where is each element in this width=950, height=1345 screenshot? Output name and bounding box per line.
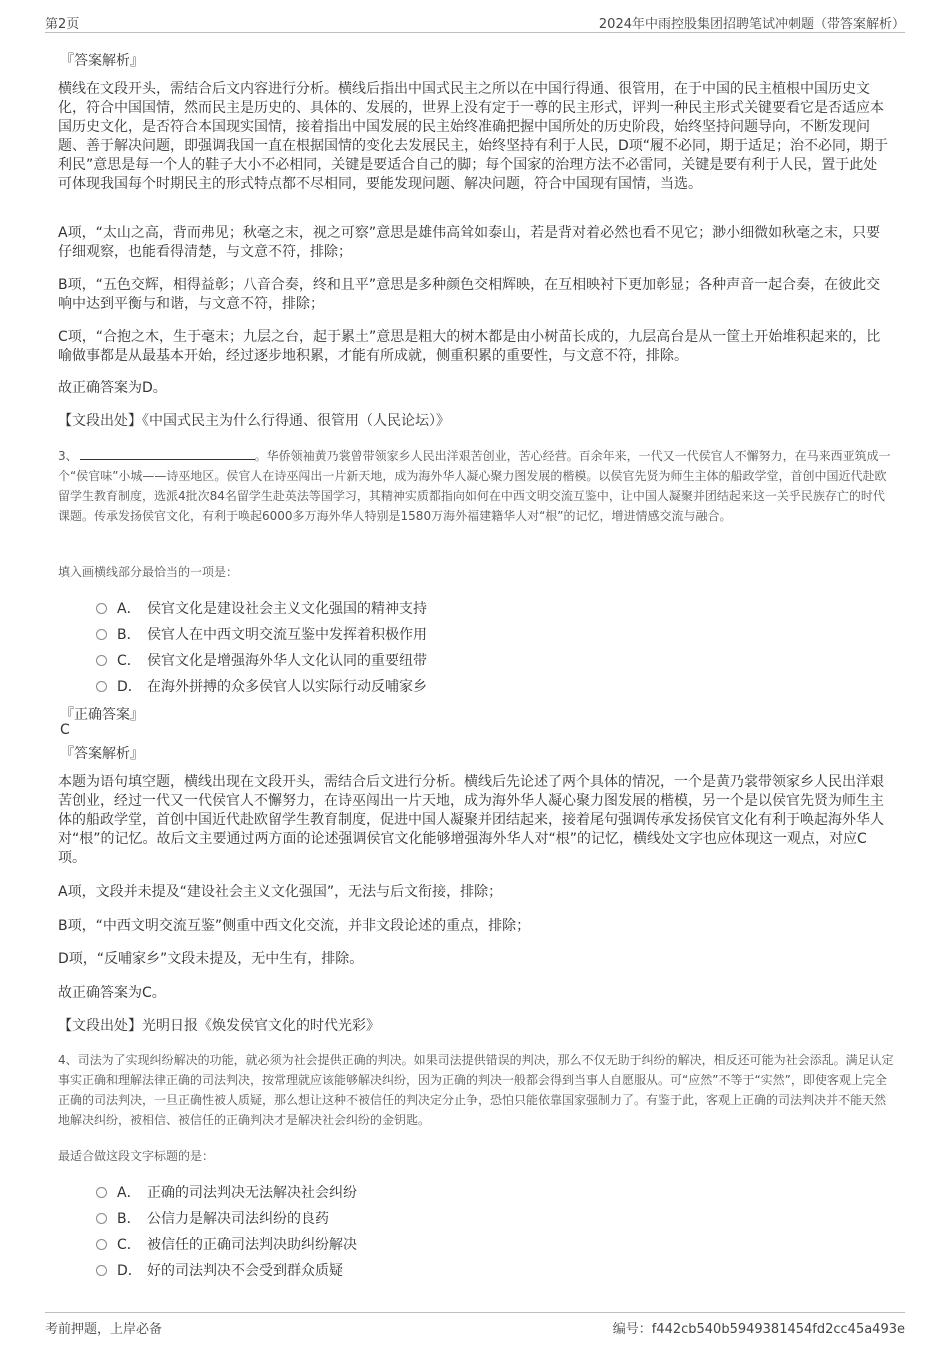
q4-number: 4、: [58, 1053, 78, 1067]
q4-option-d[interactable]: D． 好的司法判决不会受到群众质疑: [96, 1260, 343, 1280]
q3-option-c[interactable]: C． 侯官文化是增强海外华人文化认同的重要纽带: [96, 650, 427, 670]
q3-analysis-option-d: D项，“反哺家乡”文段未提及，无中生有，排除。: [58, 951, 364, 967]
q3-number: 3、: [58, 449, 78, 463]
radio-icon[interactable]: [96, 1265, 107, 1276]
q2-analysis-option-a: A项，“太山之高，背而弗见；秋毫之末，视之可察”意思是雄伟高耸如泰山，若是背对着必然也看不见它；渺小细微如秋毫之末，只要仔细观察，也能看得清楚，与文意不符，排除；: [58, 225, 881, 260]
radio-icon[interactable]: [96, 603, 107, 614]
q3-answer: C: [60, 722, 70, 738]
q3-stem: [58, 446, 894, 526]
radio-icon[interactable]: [96, 681, 107, 692]
q3-option-d[interactable]: D． 在海外拼搏的众多侯官人以实际行动反哺家乡: [96, 676, 427, 696]
q3-analysis-option-a: A项，文段并未提及“建设社会主义文化强国”，无法与后文衔接，排除；: [58, 884, 503, 900]
q2-analysis-option-c: C项，“合抱之木，生于毫末；九层之台，起于累土”意思是粗大的树木都是由小树苗长成的，九层高台是从一筐土开始堆积起来的，比喻做事都是从最基本开始，经过逐步地积累，才能有所成就，侧重积累的重要性，与文意不符，排除。: [58, 329, 881, 364]
radio-icon[interactable]: [96, 629, 107, 640]
q3-answer-label: 『正确答案』: [60, 707, 144, 723]
q3-option-b[interactable]: B． 侯官人在中西文明交流互鉴中发挥着积极作用: [96, 624, 427, 644]
q2-source: 【文段出处】《中国式民主为什么行得通、很管用（人民论坛）》: [58, 413, 450, 429]
q4-prompt: 最适合做这段文字标题的是：: [58, 1149, 215, 1163]
page-header: [45, 8, 905, 33]
fill-blank: [80, 447, 255, 460]
q3-analysis-label: 『答案解析』: [60, 746, 144, 762]
q3-conclusion: 故正确答案为C。: [58, 985, 166, 1001]
radio-icon[interactable]: [96, 1187, 107, 1198]
q3-analysis-option-b: B项，“中西文明交流互鉴”侧重中西文化交流，并非文段论述的重点，排除；: [58, 918, 531, 934]
q3-analysis-main: 本题为语句填空题，横线出现在文段开头，需结合后文进行分析。横线后先论述了两个具体的情况，一个是黄乃裳带领家乡人民出洋艰苦创业，经过一代又一代侯官人不懈努力，在诗巫闯出一片天地，成为海外华人凝心聚力图发展的楷模，另一个是以侯官先贤为师生主体的船政学堂，首创中国近代赴欧留学生教育制度，促进中国人凝聚并团结起来，接着尾句强调传承发扬侯官文化有利于唤起海外华人对“根”的记忆。故后文主要通过两方面的论述强调侯官文化能够增强海外华人对“根”的记忆，横线处文字也应体现这一观点，对应C项。: [58, 774, 884, 866]
q4-option-a[interactable]: A． 正确的司法判决无法解决社会纠纷: [96, 1182, 357, 1202]
q2-analysis-main: 横线在文段开头，需结合后文内容进行分析。横线后指出中国式民主之所以在中国行得通、很管用，在于中国的民主植根中国历史文化，符合中国国情，然而民主是历史的、具体的、发展的，世界上没有定于一尊的民主形式，评判一种民主形式关键要看它是否适应本国历史文化，是否符合本国现实国情，接着指出中国发展的民主始终准确把握中国所处的历史阶段，始终坚持问题导向，不断发现问题、善于解决问题，即强调我国一直在根据国情的变化去发展民主，始终坚持有利于人民，D项“履不必同，期于适足；治不必同，期于利民”意思是每一个人的鞋子大小不必相同，关键是要适合自己的脚；每个国家的治理方法不必雷同，关键是要有利于人民，置于此处可体现我国每个时期民主的形式特点都不尽相同，要能发现问题、解决问题，符合中国现有国情，当选。: [58, 81, 889, 192]
q4-stem: [58, 1050, 894, 1130]
radio-icon[interactable]: [96, 1213, 107, 1224]
q2-conclusion: 故正确答案为D。: [58, 380, 167, 396]
q3-option-a[interactable]: A． 侯官文化是建设社会主义文化强国的精神支持: [96, 598, 427, 618]
q2-analysis-label: 『答案解析』: [60, 53, 144, 69]
page-number: 第2页: [45, 17, 80, 32]
page-footer: [45, 1312, 905, 1337]
q4-option-b[interactable]: B． 公信力是解决司法纠纷的良药: [96, 1208, 329, 1228]
document-code: 编号：f442cb540b5949381454fd2cc45a493e: [612, 1322, 905, 1337]
q3-prompt: 填入画横线部分最恰当的一项是：: [58, 565, 239, 579]
radio-icon[interactable]: [96, 655, 107, 666]
q2-analysis-option-b: B项，“五色交辉，相得益彰；八音合奏，终和且平”意思是多种颜色交相辉映，在互相映衬下更加彰显；各种声音一起合奏，在彼此交响中达到平衡与和谐，与文意不符，排除；: [58, 277, 881, 312]
q4-option-c[interactable]: C． 被信任的正确司法判决助纠纷解决: [96, 1234, 357, 1254]
q3-stem-text: 。华侨领袖黄乃裳曾带领家乡人民出洋艰苦创业，苦心经营。百余年来，一代又一代侯官人不懈努力，在马来西亚筑成一个“侯官味”小城——诗巫地区。侯官人在诗巫闯出一片新天地，成为海外华人凝心聚力图发展的楷模。以侯官先贤为师生主体的船政学堂，首创中国近代赴欧留学生教育制度，选派4批次84名留学生赴英法等国学习，其精神实质都指向如何在中西文明交流互鉴中，让中国人凝聚并团结起来这一关乎民族存亡的时代课题。传承发扬侯官文化，有利于唤起6000多万海外华人特别是1580万海外福建籍华人对“根”的记忆，增进情感交流与融合。: [58, 449, 891, 523]
footer-slogan: 考前押题，上岸必备: [45, 1322, 163, 1337]
radio-icon[interactable]: [96, 1239, 107, 1250]
document-title: 2024年中雨控股集团招聘笔试冲刺题（带答案解析）: [598, 17, 905, 32]
q3-source: 【文段出处】光明日报《焕发侯官文化的时代光彩》: [58, 1018, 380, 1034]
q4-stem-text: 司法为了实现纠纷解决的功能，就必须为社会提供正确的判决。如果司法提供错误的判决，那么不仅无助于纠纷的解决，相反还可能为社会添乱。满足认定事实正确和理解法律正确的司法判决，按常理就应该能够解决纠纷，因为正确的判决一般都会得到当事人自愿服从。可“应然”不等于“实然”，即使客观上完全正确的司法判决，一旦正确性被人质疑，那么想让这种不被信任的判决定分止争，恐怕只能依靠国家强制力了。有鉴于此，客观上正确的司法判决并不能天然地解决纠纷，被相信、被信任的正确判决才是解决社会纠纷的金钥匙。: [58, 1053, 894, 1127]
